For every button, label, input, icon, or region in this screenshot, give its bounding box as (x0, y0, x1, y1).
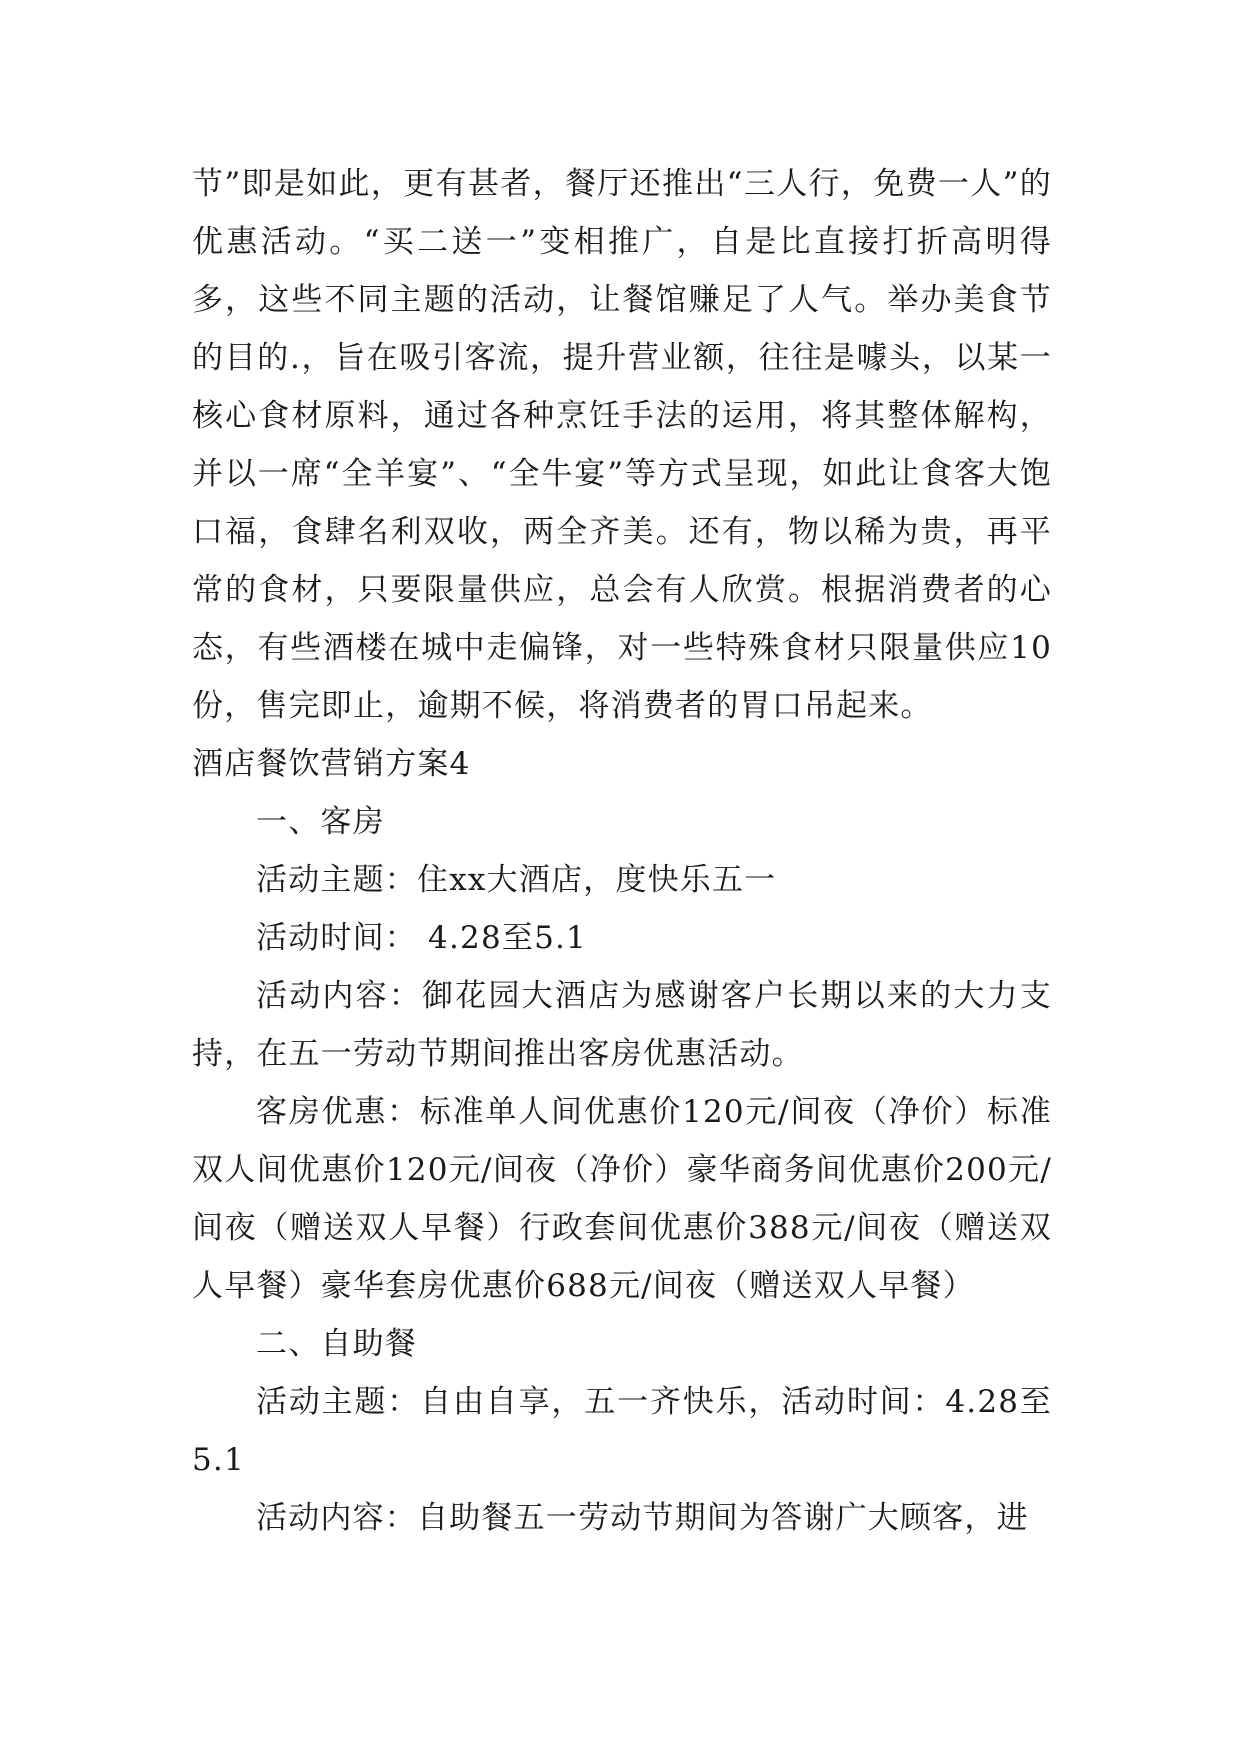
section-title: 酒店餐饮营销方案4 (192, 746, 471, 782)
document-body (192, 155, 1052, 1547)
rooms-theme: 活动主题：住xx大酒店，度快乐五一 (256, 862, 777, 898)
rooms-offer: 客房优惠：标准单人间优惠价120元/间夜（净价）标准双人间优惠价120元/间夜（净价）豪华商务间优惠价200元/间夜（赠送双人早餐）行政套间优惠价388元/间夜（赠送双人早餐）豪华套房优惠价688元/间夜（赠送双人早餐） (192, 1094, 1052, 1304)
buffet-content: 活动内容：自助餐五一劳动节期间为答谢广大顾客，进 (256, 1500, 1029, 1536)
buffet-theme: 活动主题：自由自享，五一齐快乐，活动时间：4.28至5.1 (192, 1384, 1052, 1478)
rooms-time: 活动时间： 4.28至5.1 (256, 920, 587, 956)
section-heading-buffet: 二、自助餐 (256, 1326, 417, 1362)
section-heading-rooms: 一、客房 (256, 804, 385, 840)
body-paragraph-marketing: 节”即是如此，更有甚者，餐厅还推出“三人行，免费一人”的优惠活动。“买二送一”变相推广，自是比直接打折高明得多，这些不同主题的活动，让餐馆赚足了人气。举办美食节的目的.，旨在吸引客流，提升营业额，往往是噱头，以某一核心食材原料，通过各种烹饪手法的运用，将其整体解构，并以一席“全羊宴”、“全牛宴”等方式呈现，如此让食客大饱口福，食肆名利双收，两全齐美。还有，物以稀为贵，再平常的食材，只要限量供应，总会有人欣赏。根据消费者的心态，有些酒楼在城中走偏锋，对一些特殊食材只限量供应10份，售完即止，逾期不候，将消费者的胃口吊起来。 (192, 166, 1052, 724)
rooms-content: 活动内容：御花园大酒店为感谢客户长期以来的大力支持，在五一劳动节期间推出客房优惠活动。 (192, 978, 1052, 1072)
